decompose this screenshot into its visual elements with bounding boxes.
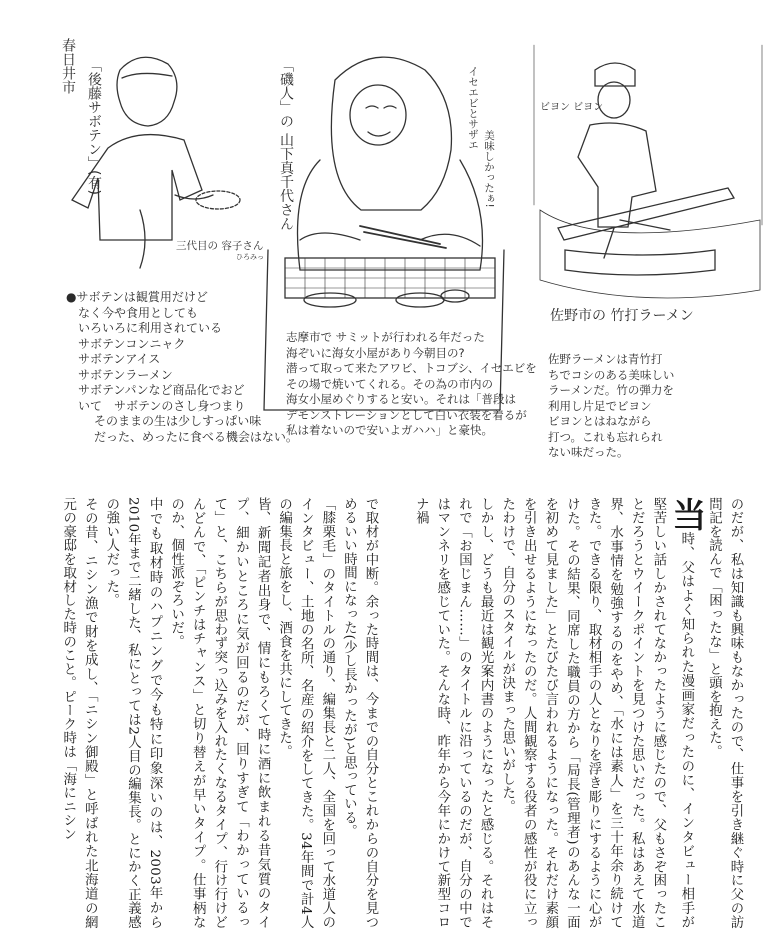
article-block-left xyxy=(58,497,381,929)
article-block-right xyxy=(398,497,746,929)
city-label: 春日井市 xyxy=(60,38,76,94)
shop-name-label: 「後藤サボテン」(有) xyxy=(86,58,102,195)
side-note-1: イセエビとサザエ xyxy=(467,66,479,150)
article-text-left: で取材が中断。余った時間は、今までの自分とこれからの自分を見つめるいい時間になった(少し長かったが)と思っている。 「膝栗毛」のタイトルの通り、編集長と二人、全国を回って水道人のインタビュー、土地の名所、名産の紹介をしてきた。34年間で計4人の編集長と旅をし、酒食を共にしてきた。 皆、新聞記者出身で、情にもろくて時に酒に飲まれる昔気質のタイプ、細かいところに気が回るのだが、回りすぎて「わかっているって」と、こちらが思わず突っ込みを入れたくなるタイプ、行け行けどんどんで、「ピンチはチャンス」と切り替えが早いタイプ。仕事柄なのか、個性派ぞろいだ。 中でも取材時のハプニングで今も特に印象深いのは、2003年から2010年まで二緒した、私にとっては2人目の編集長。とにかく正義感の強い人だった。 その昔、ニシン漁で財を成し、「ニシン御殿」と呼ばれた北海道の網元の豪邸を取材した時のこと。ピーク時は「海にニシン xyxy=(60,497,378,929)
side-note-2: 美味しかったぁ! xyxy=(483,130,495,208)
cactus-notes: ●サボテンは観賞用だけど なく今や食用としても いろいろに利用されている サボテンコンニャク サボテンアイス サボテンラーメン サボテンパンなど商品化でおど いて サボテンのさし身つまり そのままの生は少しすっぱい味 だった、めったに食べる機会はない。 xyxy=(66,290,298,444)
ama-name-label: 「磯人」の 山下真千代さん xyxy=(278,58,294,231)
ama-notes: 志摩市で サミットが行われる年だった 海ぞいに海女小屋があり今朝目の? 潜って取って来たアワビ、トコブシ、イセエビを その場で焼いてくれる。その為の市内の 海女小屋めぐりすると安い。それは「普段は デモンストレーションとして白い衣装を着るが 私は着ないので安いよガハハ」と豪快。 xyxy=(286,330,537,437)
drop-cap: 当 xyxy=(665,497,706,532)
sound-effect: ビヨン ビヨン xyxy=(540,102,604,113)
article-text-right: のだが、私は知識も興味もなかったので、仕事を引き継ぐ時に父の訪問記を読んで「困ったな」と頭を抱えた。 当時、父はよく知られた漫画家だったのに、インタビュー相手が堅苦しい話しかされてなかったように感じたので、父もさぞ困ったことだろうとウイークポイントを見つけた思いだった。私はあえて水道界、水事情を勉強するのをやめ、「水には素人」を三十年余り続けてきた。できる限り、取材相手の人となりを浮き彫りにするように心がけた。その結果、同席した職員の方から「局長(管理者)のあんな一面を初めて見ました」とたびたび言われるようになった。それだけ素顔を引き出せるようになったのだ。人間観察する役者の感性が役に立ったわけで、自分のスタイルが決まった思いがした。 しかし、どうも最近は観光案内書のようになったと感じる。それはそれで「お国じまん……」のタイトルに沿っているのだが、自分の中ではマンネリを感じていた。そんな時、昨年から今年にかけて新型コロナ禍 xyxy=(413,497,743,929)
ramen-title: 佐野市の 竹打ラーメン xyxy=(550,308,694,324)
ramen-notes: 佐野ラーメンは青竹打 ちでコシのある美味しい ラーメンだ。竹の弾力を 利用し片足でビヨン ビヨンとはねながら 打つ。これも忘れられ ない味だった。 xyxy=(548,352,675,459)
signature: ひろみっ xyxy=(236,253,264,261)
figure-caption: 三代目の 容子さん xyxy=(176,240,264,252)
